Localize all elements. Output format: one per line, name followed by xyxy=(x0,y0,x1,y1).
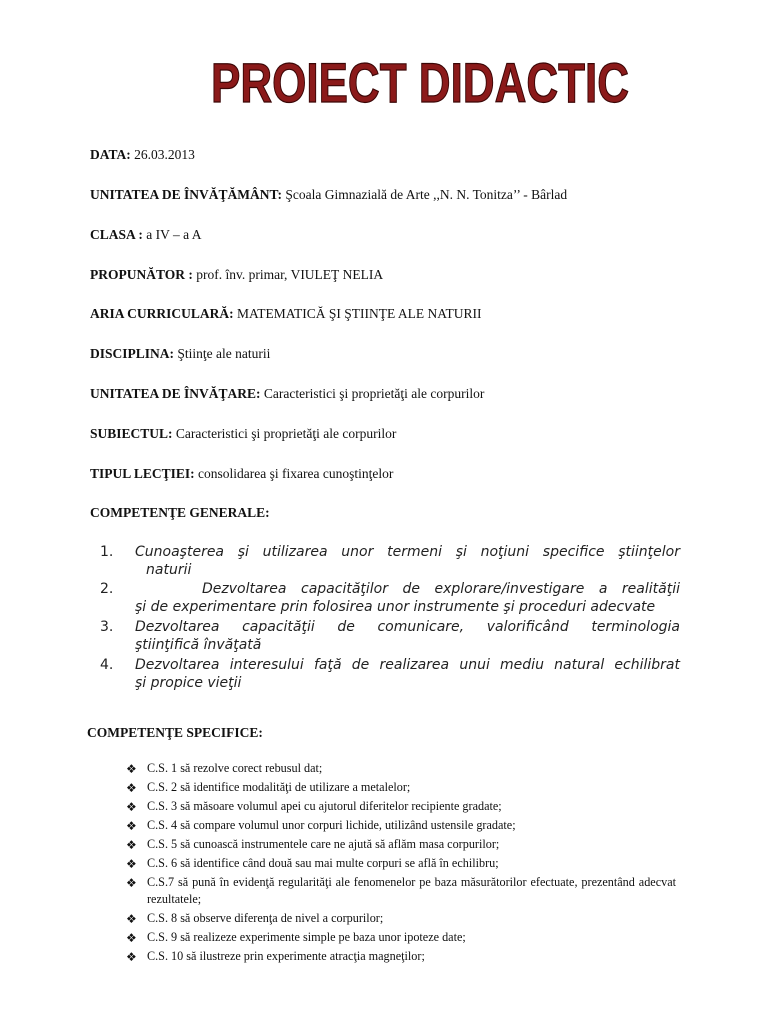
specific-competence-text: C.S. 10 să ilustreze prin experimente atracţia magneţilor; xyxy=(147,949,425,963)
general-competence-item xyxy=(100,581,680,616)
competence-text: Cunoaşterea şi utilizarea unor termeni şi noţiuni specifice ştiinţelor xyxy=(135,544,680,560)
field-row xyxy=(90,267,383,283)
field-value: Şcoala Gimnazială de Arte ,,N. N. Tonitza’’ - Bârlad xyxy=(282,187,568,202)
competence-text: Dezvoltarea capacităţilor de explorare/investigare a realităţii xyxy=(202,581,680,597)
diamond-bullet-icon: ❖ xyxy=(126,762,137,776)
field-row xyxy=(90,187,567,203)
field-label: UNITATEA DE ÎNVĂŢĂMÂNT: xyxy=(90,187,283,202)
field-label: DISCIPLINA: xyxy=(90,346,175,361)
specific-competences-heading: COMPETENŢE SPECIFICE: xyxy=(87,725,263,740)
field-label: UNITATEA DE ÎNVĂŢARE: xyxy=(90,386,261,401)
field-row xyxy=(90,386,484,402)
competence-text-continued: naturii xyxy=(146,561,192,578)
general-competence-item xyxy=(100,657,680,692)
specific-competence-item xyxy=(126,910,676,927)
diamond-bullet-icon: ❖ xyxy=(126,931,137,945)
field-label: TIPUL LECŢIEI: xyxy=(90,466,195,481)
field-value: Ştiinţe ale naturii xyxy=(174,346,271,361)
field-value: consolidarea şi fixarea cunoştinţelor xyxy=(194,466,394,481)
field-row xyxy=(90,426,396,442)
specific-competence-item xyxy=(126,798,676,815)
field-label: ARIA CURRICULARĂ: xyxy=(90,306,234,321)
specific-competence-item xyxy=(126,836,676,853)
specific-competence-item xyxy=(126,817,676,834)
specific-competence-item xyxy=(126,874,676,908)
general-competences-list xyxy=(100,544,680,692)
competence-text-continued: şi de experimentare prin folosirea unor instrumente şi proceduri adecvate xyxy=(135,598,656,615)
field-row xyxy=(90,466,393,482)
document-title: PROIECT DIDACTIC xyxy=(211,51,629,114)
specific-competence-text: C.S. 4 să compare volumul unor corpuri lichide, utilizând ustensile gradate; xyxy=(147,818,516,832)
field-value: prof. înv. primar, VIULEŢ NELIA xyxy=(192,267,384,282)
specific-competence-text: C.S. 1 să rezolve corect rebusul dat; xyxy=(147,761,323,775)
general-competences-heading: COMPETENŢE GENERALE: xyxy=(90,505,270,520)
specific-competence-text: C.S.7 să pună în evidenţă regularităţi ale fenomenelor pe baza măsurătorilor efectuate, prezentând adecvat rezultatele; xyxy=(147,875,676,906)
specific-competence-item xyxy=(126,948,676,965)
field-value: Caracteristici şi proprietăţi ale corpurilor xyxy=(172,426,397,441)
diamond-bullet-icon: ❖ xyxy=(126,838,137,852)
list-number: 2. xyxy=(100,581,114,597)
field-row xyxy=(90,227,202,243)
general-competence-item xyxy=(100,619,680,654)
field-label: CLASA : xyxy=(90,227,143,242)
diamond-bullet-icon: ❖ xyxy=(126,800,137,814)
diamond-bullet-icon: ❖ xyxy=(126,950,137,964)
field-label: PROPUNĂTOR : xyxy=(90,267,193,282)
list-number: 1. xyxy=(100,544,114,560)
specific-competence-text: C.S. 9 să realizeze experimente simple pe baza unor ipoteze date; xyxy=(147,930,466,944)
list-number: 4. xyxy=(100,657,114,673)
competence-text-continued: şi propice vieţii xyxy=(135,674,242,691)
diamond-bullet-icon: ❖ xyxy=(126,857,137,871)
field-label: DATA: xyxy=(90,147,131,162)
specific-competence-text: C.S. 2 să identifice modalităţi de utilizare a metalelor; xyxy=(147,780,411,794)
field-row xyxy=(90,306,482,322)
specific-competence-text: C.S. 8 să observe diferenţa de nivel a corpurilor; xyxy=(147,911,384,925)
diamond-bullet-icon: ❖ xyxy=(126,781,137,795)
competence-text-continued: ştiinţifică învăţată xyxy=(135,636,262,653)
specific-competence-text: C.S. 6 să identifice când două sau mai multe corpuri se află în echilibru; xyxy=(147,856,499,870)
specific-competence-text: C.S. 5 să cunoască instrumentele care ne ajută să aflăm masa corpurilor; xyxy=(147,837,500,851)
general-competence-item xyxy=(100,544,680,579)
field-value: 26.03.2013 xyxy=(130,147,195,162)
field-label: SUBIECTUL: xyxy=(90,426,173,441)
diamond-bullet-icon: ❖ xyxy=(126,876,137,890)
diamond-bullet-icon: ❖ xyxy=(126,912,137,926)
specific-competence-item xyxy=(126,760,676,777)
title-banner xyxy=(0,50,768,120)
specific-competence-text: C.S. 3 să măsoare volumul apei cu ajutorul diferitelor recipiente gradate; xyxy=(147,799,502,813)
specific-competence-item xyxy=(126,855,676,872)
competence-text: Dezvoltarea interesului faţă de realizarea unui mediu natural echilibrat xyxy=(135,657,680,673)
title-svg xyxy=(0,50,768,120)
specific-competence-item xyxy=(126,929,676,946)
field-row xyxy=(90,346,270,362)
field-row xyxy=(90,147,195,163)
list-number: 3. xyxy=(100,619,114,635)
field-value: a IV – a A xyxy=(142,227,202,242)
specific-competences-list xyxy=(126,760,676,967)
competence-text: Dezvoltarea capacităţii de comunicare, valorificând terminologia xyxy=(135,619,680,635)
field-value: Caracteristici şi proprietăţi ale corpurilor xyxy=(260,386,485,401)
diamond-bullet-icon: ❖ xyxy=(126,819,137,833)
specific-competence-item xyxy=(126,779,676,796)
field-value: MATEMATICĂ ŞI ŞTIINŢE ALE NATURII xyxy=(233,306,482,321)
